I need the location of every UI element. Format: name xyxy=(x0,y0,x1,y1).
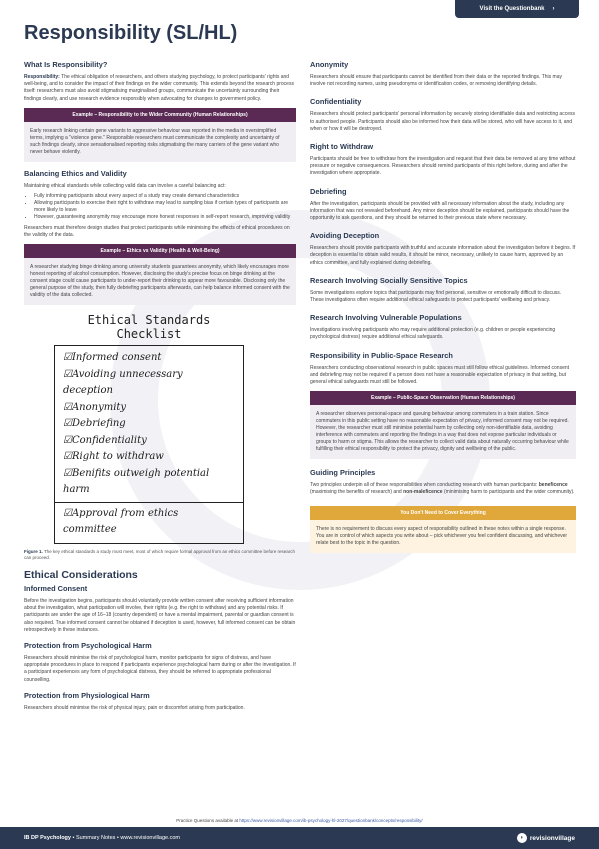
public-space-section xyxy=(310,351,576,460)
informed-consent-heading: Informed Consent xyxy=(24,583,88,593)
informed-consent-section xyxy=(24,584,296,634)
chevron-right-icon: › xyxy=(552,6,555,12)
list-item: • Allowing participants to exercise their right to withdraw may lead to sampling bias if certain types of participants are more likely to leave xyxy=(34,200,296,214)
footer-left xyxy=(24,835,180,841)
footer-separator: • xyxy=(115,835,121,841)
figure-label: Figure 1. xyxy=(24,548,43,554)
deception-text: Researchers should provide participants with truthful and accurate information about the investigation before it begins. If deception is essential to obtain valid results, it should be minor, necessary, unlikely to cause harm, approved by an ethics committee, and fully explained during debriefing. xyxy=(310,245,576,266)
right-to-withdraw-section xyxy=(310,142,576,178)
footer-separator: • xyxy=(70,835,76,841)
what-section xyxy=(24,60,296,162)
psych-harm-heading: Protection from Psychological Harm xyxy=(24,640,152,650)
questionbank-link[interactable]: https://www.revisionvillage.com/ib-psychology-hl-2027/questionbank/concepts/responsibility/ xyxy=(239,818,423,823)
guide-text-mid: (maximising the benefits of research) and xyxy=(310,489,404,496)
debriefing-section xyxy=(310,187,576,223)
what-heading: What Is Responsibility? xyxy=(24,60,108,69)
footer-summary-notes: Summary Notes xyxy=(75,835,116,841)
logo-text: revisionvillage xyxy=(529,834,575,842)
example-1-body: Early research linking certain gene variants to aggressive behaviour was reported in the media in oversimplified terms, implying a "violence gene." Responsible researchers must communicate the complexity and uncertainty of such findings clearly, since sensationalised reporting risks stigmatising the many carriers of the gene variant who never behave violently. xyxy=(24,122,296,162)
page-title: Responsibility (SL/HL) xyxy=(24,22,238,44)
footer-course: IB DP Psychology xyxy=(24,835,71,841)
figure-caption-text: The key ethical standards a study must meet, most of which require formal approval from an ethics committee before research can proceed. xyxy=(24,548,296,560)
sensitive-topics-text: Some investigations explore topics that participants may find personal, sensitive or emotionally difficult to discuss. These investigations often require additional ethical safeguards to protect participants' wellbeing and privacy. xyxy=(310,289,562,304)
checklist-box xyxy=(54,345,244,544)
guiding-principles-text xyxy=(310,482,576,496)
right-column xyxy=(310,60,576,553)
right-to-withdraw-text: Participants should be free to withdraw from the investigation and request that their data be removed at any time without pressure or negative consequences. Researchers should remind participants of this right before, during and after the investigation where appropriate. xyxy=(310,156,576,177)
balance-intro: Maintaining ethical standards while collecting valid data can involve a careful balancing act: xyxy=(24,182,226,189)
psych-harm-text: Researchers should minimise the risk of psychological harm, monitor participants for signs of distress, and have appropriate procedures in place to respond if participants experience psychological harm during or after the investigation. If a participant experiences any form of psychological distress, they should be referred to appropriate professional counselling. xyxy=(24,654,296,683)
visit-questionbank-label: Visit the Questionbank xyxy=(479,6,545,12)
vulnerable-populations-heading: Research Involving Vulnerable Populations xyxy=(310,313,462,323)
deception-section xyxy=(310,231,576,267)
ethical-considerations-heading: Ethical Considerations xyxy=(24,568,138,581)
checklist-item-approval: ☑Approval from ethics committee xyxy=(63,507,179,536)
checklist-item: ☑Anonymity xyxy=(63,401,127,413)
what-term: Responsibility: xyxy=(24,74,60,80)
balance-section xyxy=(24,169,296,306)
public-space-text: Researchers conducting observational research in public spaces must still follow ethical guidelines. Informed consent and debriefing may not be required if a person does not have a reasonable expectation of privacy in that setting, but general ethical safeguards must still be followed. xyxy=(310,364,570,386)
vulnerable-populations-text: Investigations involving participants who may require additional protection (e.g. children or people experiencing psychological distress) require additional ethical safeguards. xyxy=(310,327,556,341)
left-column xyxy=(24,60,296,719)
sensitive-topics-section xyxy=(310,276,576,304)
checklist-item: ☑Informed consent xyxy=(63,352,162,364)
phys-harm-heading: Protection from Physiological Harm xyxy=(24,690,150,700)
what-text xyxy=(24,74,296,103)
checklist-item: ☑Debriefing xyxy=(63,418,126,430)
anonymity-heading: Anonymity xyxy=(310,60,349,69)
confidentiality-heading: Confidentiality xyxy=(310,97,362,107)
psych-harm-section xyxy=(24,641,296,684)
anonymity-section xyxy=(310,60,576,88)
practice-label: Practice Questions available at xyxy=(176,818,240,823)
example-1-header: Example – Responsibility to the Wider Community (Human Relationships) xyxy=(24,108,296,122)
checklist-item: ☑Right to withdraw xyxy=(63,451,164,463)
vulnerable-populations-section xyxy=(310,313,576,341)
guide-text-post: (minimising harm to participants and the wider community). xyxy=(442,489,575,496)
ethics-checklist-figure xyxy=(54,313,244,544)
example-2-header: Example – Ethics vs Validity (Health & Well-Being) xyxy=(24,244,296,258)
debriefing-text: After the investigation, participants should be provided with all necessary information about the study, including any information that was not revealed beforehand. Any minor deception should be explained, participants should have the opportunity to ask questions, and they should be returned to their previous state where necessary. xyxy=(310,200,570,222)
informed-consent-text: Before the investigation begins, participants should voluntarily provide written consent after receiving sufficient information about the investigation, what participation will involve, their rights (e.g. the right to withdraw) and any potential risks. If participants are under the age of 16–18 (country dependent) or have a mental impairment, parental or guardian consent is also required. True informed consent cannot be obtained if deception is used, however, full informed consent can be obtain retrospectively in these instances. xyxy=(24,597,296,633)
balance-heading: Balancing Ethics and Validity xyxy=(24,168,127,178)
example-3-body: A researcher observes personal-space and queuing behaviour among commuters in a train station. Since commuters in this public setting have no reasonable expectation of privacy, informed consent may not be required. However, the researcher must still minimise potential harm by collecting only non-identifiable data, avoiding interference with commuters and reporting the findings in a way that does not expose particular individuals or groups to harm or stigma. This allows the researcher to collect valid data about naturally occurring behaviour while fulfilling their ethical responsibility to protect the privacy, dignity and wellbeing of the public. xyxy=(310,405,576,459)
guide-text-pre: Two principles underpin all of these responsibilities when conducting research with human participants: xyxy=(310,482,539,489)
guide-term-non-maleficence: non-maleficence xyxy=(403,489,443,496)
list-item: • However, guaranteeing anonymity may encourage more honest responses in self-report research, improving validity xyxy=(34,214,296,221)
tip-header: You Don't Need to Cover Everything xyxy=(310,506,576,520)
confidentiality-section xyxy=(310,97,576,133)
debriefing-heading: Debriefing xyxy=(310,186,347,196)
public-space-heading: Responsibility in Public-Space Research xyxy=(310,350,453,360)
tip-body: There is no requirement to discuss every aspect of responsibility outlined in these notes within a single response. You are in control of which aspects you write about – pick whichever you feel confident discussing, and whichever relate best to the topic in the question. xyxy=(310,520,576,553)
figure-caption xyxy=(24,549,296,561)
checklist-title: Ethical Standards Checklist xyxy=(87,313,211,342)
example-2-body: A researcher studying binge drinking among university students guarantees anonymity, which likely encourages more honest reporting of alcohol consumption. However, disclosing the study's precise focus on binge drinking at the consent stage could cause participants to under-report their drinking to appear more favourable. Disclosing only the general purpose of the study, then fully debriefing participants afterwards, can help balance informed consent with the validity of the data collected. xyxy=(24,258,296,305)
confidentiality-text: Researchers should protect participants' personal information by securely storing identifiable data and restricting access to authorised people. Participants should also be informed how their data will be stored, who will have access to it, and when or how it will be destroyed. xyxy=(310,111,575,132)
anonymity-text: Researchers should ensure that participants cannot be identified from their data or the reported findings. This may involve not recording names, using pseudonyms or identification codes, or removing identifying details. xyxy=(310,74,562,88)
checklist-item: ☑Avoiding unnecessary deception xyxy=(63,368,183,397)
right-to-withdraw-heading: Right to Withdraw xyxy=(310,142,374,152)
checklist-divider xyxy=(55,502,243,503)
example-3-header: Example – Public-Space Observation (Human Relationships) xyxy=(310,391,576,405)
checklist-item: ☑Confidentiality xyxy=(63,434,147,446)
practice-questions-line xyxy=(0,818,599,823)
balance-outro: Researchers must therefore design studies that protect participants while minimising the effects of ethical procedures on the validity of the data. xyxy=(24,225,290,239)
balance-list xyxy=(24,193,296,221)
checklist-item: ☑Benifits outweigh potential harm xyxy=(63,467,210,496)
deception-heading: Avoiding Deception xyxy=(310,231,380,241)
sensitive-topics-heading: Research Involving Socially Sensitive Topics xyxy=(310,275,468,285)
visit-questionbank-button[interactable] xyxy=(455,0,579,18)
guiding-principles-section xyxy=(310,468,576,496)
tip-box xyxy=(310,506,576,553)
revisionvillage-logo xyxy=(517,833,575,843)
phys-harm-text: Researchers should minimise the risk of physical injury, pain or discomfort arising from participation. xyxy=(24,704,245,711)
phys-harm-section xyxy=(24,691,296,712)
what-definition: The ethical obligation of researchers, and others studying psychology, to protect participants' rights and well-being, and to consider the impact of their findings on the wider community. This extends beyond the research process itself: researchers must also avoid stigmatising marginalised groups, communicate the uncertainty surrounding their findings clearly, and use research evidence responsibly when advocating for changes to government policy. xyxy=(24,74,294,102)
footer-website-link[interactable]: www.revisionvillage.com xyxy=(120,835,180,841)
guiding-principles-heading: Guiding Principles xyxy=(310,468,376,478)
list-item: • Fully informing participants about every aspect of a study may create demand characteristics xyxy=(34,193,296,200)
guide-term-beneficence: beneficence xyxy=(538,482,568,489)
logo-mark-icon: ◗ xyxy=(517,833,527,843)
footer xyxy=(0,827,599,849)
